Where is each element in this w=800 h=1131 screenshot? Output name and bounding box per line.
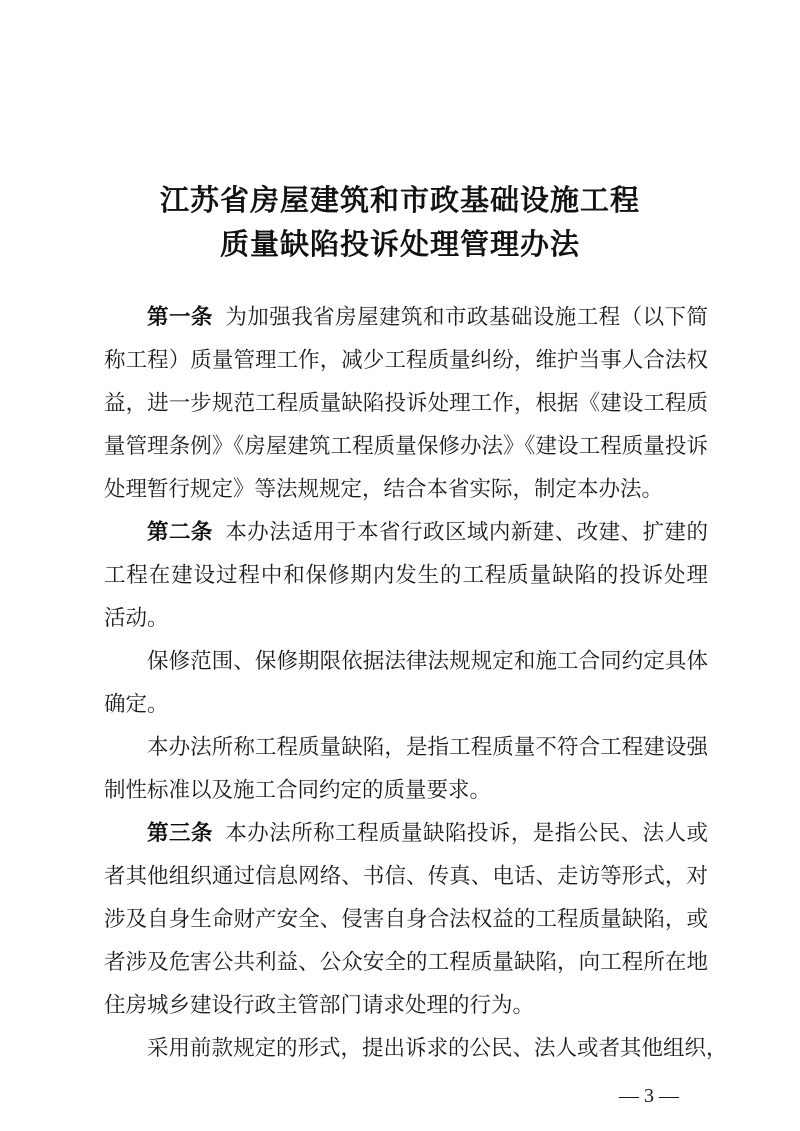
article-1-line-1 — [147, 303, 708, 333]
page-number: — 3 — — [619, 1085, 679, 1107]
article-2-line-1 — [147, 518, 708, 548]
article-2-label: 第二条 — [147, 520, 213, 545]
article-3-para-2-line-1: 采用前款规定的形式，提出诉求的公民、法人或者其他组织， — [147, 1036, 728, 1061]
article-2-text: 本办法适用于本省行政区域内新建、改建、扩建的 — [224, 520, 708, 545]
article-3-line-3: 涉及自身生命财产安全、侵害自身合法权益的工程质量缺陷，或 — [104, 907, 708, 932]
article-1-line-4: 量管理条例》《房屋建筑工程质量保修办法》《建设工程质量投诉 — [104, 434, 708, 459]
article-2-para-3-line-1: 本办法所称工程质量缺陷，是指工程质量不符合工程建设强 — [147, 735, 708, 760]
article-3-line-5: 住房城乡建设行政主管部门请求处理的行为。 — [104, 993, 535, 1018]
document-title-line-1: 江苏省房屋建筑和市政基础设施工程 — [159, 183, 640, 217]
article-3-line-2: 者其他组织通过信息网络、书信、传真、电话、走访等形式，对 — [104, 864, 708, 889]
article-1-line-5: 处理暂行规定》等法规规定，结合本省实际，制定本办法。 — [104, 477, 664, 502]
article-2-para-2-line-1: 保修范围、保修期限依据法律法规规定和施工合同约定具体 — [147, 649, 708, 674]
article-1-text: 为加强我省房屋建筑和市政基础设施工程（以下简 — [224, 305, 708, 330]
article-2-para-3-line-2: 制性标准以及施工合同约定的质量要求。 — [104, 778, 492, 803]
article-3-label: 第三条 — [147, 821, 213, 846]
article-1-line-3: 益，进一步规范工程质量缺陷投诉处理工作，根据《建设工程质 — [104, 391, 708, 416]
article-3-line-4: 者涉及危害公共利益、公众安全的工程质量缺陷，向工程所在地 — [104, 950, 708, 975]
article-3-line-1 — [147, 819, 708, 849]
article-2-line-2: 工程在建设过程中和保修期内发生的工程质量缺陷的投诉处理 — [104, 563, 708, 588]
article-3-text: 本办法所称工程质量缺陷投诉，是指公民、法人或 — [224, 821, 708, 846]
document-title-line-2: 质量缺陷投诉处理管理办法 — [219, 227, 580, 261]
article-1-line-2: 称工程）质量管理工作，减少工程质量纠纷，维护当事人合法权 — [104, 348, 708, 373]
article-1-label: 第一条 — [147, 305, 213, 330]
article-2-line-3: 活动。 — [104, 606, 169, 631]
article-2-para-2-line-2: 确定。 — [104, 692, 169, 717]
